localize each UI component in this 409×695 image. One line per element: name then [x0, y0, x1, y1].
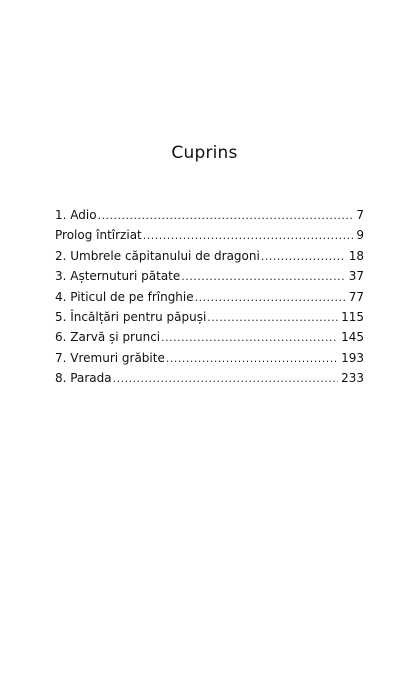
- toc-entry-label: 8. Parada: [55, 371, 112, 386]
- toc-entry-page: 77: [348, 289, 364, 304]
- toc-entry-label: 1. Adio: [55, 208, 97, 222]
- toc-entry-page: 37: [348, 269, 364, 284]
- toc-entry-page: 145: [341, 330, 364, 345]
- toc-entry: [55, 307, 364, 327]
- toc-entry: [55, 287, 364, 307]
- dot-leader: [181, 267, 345, 287]
- toc-entry: [55, 246, 364, 266]
- dot-leader: [161, 328, 338, 348]
- dot-leader: [207, 308, 338, 328]
- toc-entry-label: 4. Piticul de pe frînghie: [55, 289, 194, 304]
- toc-entry-page: 233: [341, 371, 364, 386]
- toc-entry-label: 5. Încălțări pentru păpuși: [55, 309, 207, 324]
- toc-entry-label: 2. Umbrele căpitanului de dragoni: [55, 248, 260, 263]
- toc-entry-label: 6. Zarvă și prunci: [55, 330, 161, 345]
- toc-entry-page: 115: [341, 309, 364, 324]
- dot-leader: [143, 226, 354, 246]
- toc-entry-label: 3. Așternuturi pătate: [55, 269, 181, 284]
- toc-entry: [55, 368, 364, 388]
- toc-entry-page: 18: [348, 248, 364, 263]
- dot-leader: [261, 247, 346, 267]
- toc-entry-page: 193: [341, 350, 364, 365]
- toc-title: Cuprins: [171, 143, 238, 163]
- toc-entry-label: 7. Vremuri grăbite: [55, 350, 165, 365]
- dot-leader: [195, 288, 346, 308]
- dot-leader: [166, 349, 338, 369]
- dot-leader: [98, 206, 354, 226]
- toc-entry: [55, 266, 364, 286]
- toc-entry: [55, 225, 364, 245]
- table-of-contents: [55, 205, 364, 389]
- toc-entry-page: 9: [356, 228, 364, 243]
- toc-entry: [55, 348, 364, 368]
- toc-entry-label: Prolog întîrziat: [55, 228, 142, 243]
- toc-entry: [55, 205, 364, 225]
- dot-leader: [113, 369, 339, 389]
- toc-entry-page: 7: [356, 208, 364, 222]
- toc-entry: [55, 327, 364, 347]
